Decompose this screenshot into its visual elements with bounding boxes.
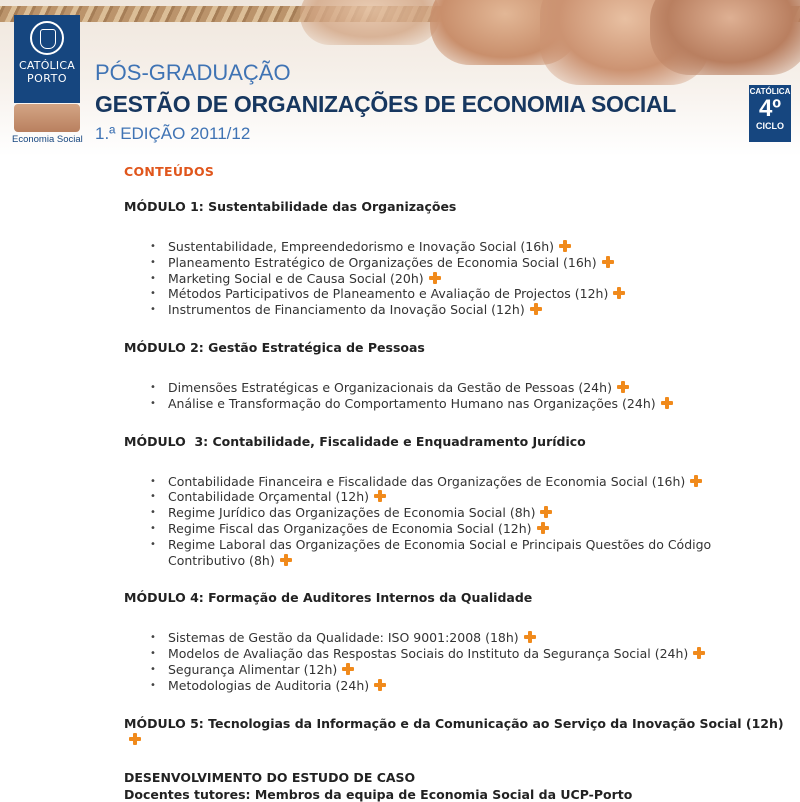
logo-caption: Economia Social — [12, 134, 83, 145]
plus-icon[interactable] — [374, 490, 386, 502]
plus-icon[interactable] — [524, 631, 536, 643]
list-item — [150, 662, 784, 678]
list-item — [150, 521, 784, 537]
module-title: MÓDULO 3: Contabilidade, Fiscalidade e Enquadramento Jurídico — [124, 433, 586, 449]
program-name-title: GESTÃO DE ORGANIZAÇÕES DE ECONOMIA SOCIAL — [95, 91, 677, 117]
item-label: Planeamento Estratégico de Organizações de Economia Social (16h) — [168, 254, 597, 270]
plus-icon[interactable] — [617, 381, 629, 393]
program-type-title: PÓS-GRADUAÇÃO — [95, 60, 291, 85]
module-title — [124, 716, 784, 748]
item-label: Análise e Transformação do Comportamento Humano nas Organizações (24h) — [168, 395, 656, 411]
list-item — [150, 302, 784, 318]
module-2 — [124, 340, 784, 412]
logo-text-line2: PORTO — [26, 72, 67, 85]
list-item — [150, 474, 784, 490]
list-item — [150, 380, 784, 396]
list-item — [150, 646, 784, 662]
item-label: Segurança Alimentar (12h) — [168, 661, 338, 677]
list-item — [150, 286, 784, 302]
list-item — [150, 630, 784, 646]
item-label: Métodos Participativos de Planeamento e Avaliação de Projectos (12h) — [168, 286, 609, 302]
module-1 — [124, 199, 784, 318]
list-item — [150, 537, 784, 569]
badge-top-text: CATÓLICA — [749, 87, 791, 96]
case-study-tutors: Docentes tutores: Membros da equipa de Economia Social da UCP-Porto — [124, 786, 633, 802]
module-item-list — [124, 474, 784, 569]
plus-icon[interactable] — [537, 522, 549, 534]
case-study-heading: DESENVOLVIMENTO DO ESTUDO DE CASO — [124, 769, 416, 785]
item-label: Sistemas de Gestão da Qualidade: ISO 9001:2008 (18h) — [168, 630, 519, 646]
plus-icon[interactable] — [530, 303, 542, 315]
item-label: Regime Fiscal das Organizações de Economia Social (12h) — [168, 520, 532, 536]
item-label: Metodologias de Auditoria (24h) — [168, 677, 370, 693]
hand-image — [300, 0, 440, 45]
edition-subtitle: 1.ª EDIÇÃO 2011/12 — [95, 124, 251, 143]
module-5 — [124, 716, 784, 748]
list-item — [150, 489, 784, 505]
module-4 — [124, 590, 784, 693]
university-seal-icon — [30, 21, 64, 55]
module-item-list — [124, 380, 784, 412]
module-3 — [124, 434, 784, 569]
module-title: MÓDULO 2: Gestão Estratégica de Pessoas — [124, 339, 425, 355]
catolica-porto-logo[interactable] — [14, 15, 80, 103]
item-label: Contabilidade Financeira e Fiscalidade das Organizações de Economia Social (16h) — [168, 473, 686, 489]
hand-image — [650, 0, 800, 75]
catolica-4-ciclo-badge[interactable] — [749, 85, 791, 142]
module-item-list — [124, 630, 784, 693]
plus-icon[interactable] — [661, 397, 673, 409]
section-title: CONTEÚDOS — [124, 164, 215, 179]
item-label: Marketing Social e de Causa Social (20h) — [168, 270, 424, 286]
plus-icon[interactable] — [429, 272, 441, 284]
logo-text-line1: CATÓLICA — [19, 59, 75, 72]
plus-icon[interactable] — [690, 475, 702, 487]
plus-icon[interactable] — [559, 240, 571, 252]
plus-icon[interactable] — [280, 554, 292, 566]
module-title: MÓDULO 1: Sustentabilidade das Organizações — [124, 199, 457, 214]
list-item — [150, 271, 784, 287]
plus-icon[interactable] — [374, 679, 386, 691]
course-contents — [124, 160, 784, 802]
item-label: Sustentabilidade, Empreendedorismo e Inovação Social (16h) — [168, 239, 555, 254]
list-item — [150, 255, 784, 271]
item-label: Contabilidade Orçamental (12h) — [168, 489, 370, 505]
plus-icon[interactable] — [693, 647, 705, 659]
list-item — [150, 505, 784, 521]
item-label: Regime Jurídico das Organizações de Economia Social (8h) — [168, 505, 536, 521]
plus-icon[interactable] — [342, 663, 354, 675]
list-item — [150, 678, 784, 694]
list-item — [150, 396, 784, 412]
item-label: Modelos de Avaliação das Respostas Sociais do Instituto da Segurança Social (24h) — [168, 646, 689, 662]
plus-icon[interactable] — [540, 506, 552, 518]
item-label: Dimensões Estratégicas e Organizacionais da Gestão de Pessoas (24h) — [168, 379, 612, 395]
module-item-list — [124, 239, 784, 318]
item-label: Regime Laboral das Organizações de Economia Social e Principais Questões do Código Contributivo (8h) — [168, 536, 712, 568]
plus-icon[interactable] — [613, 287, 625, 299]
item-label: Instrumentos de Financiamento da Inovação Social (12h) — [168, 302, 525, 318]
list-item — [150, 239, 784, 255]
module-title: MÓDULO 4: Formação de Auditores Internos da Qualidade — [124, 590, 533, 606]
badge-bottom-text: CICLO — [756, 121, 784, 131]
module-title-text: MÓDULO 5: Tecnologias da Informação e da Comunicação ao Serviço da Inovação Social (12h) — [124, 715, 784, 731]
plus-icon[interactable] — [602, 256, 614, 268]
badge-number: 4º — [758, 95, 782, 122]
plus-icon[interactable] — [129, 733, 141, 745]
economia-social-hands-image — [14, 104, 80, 132]
